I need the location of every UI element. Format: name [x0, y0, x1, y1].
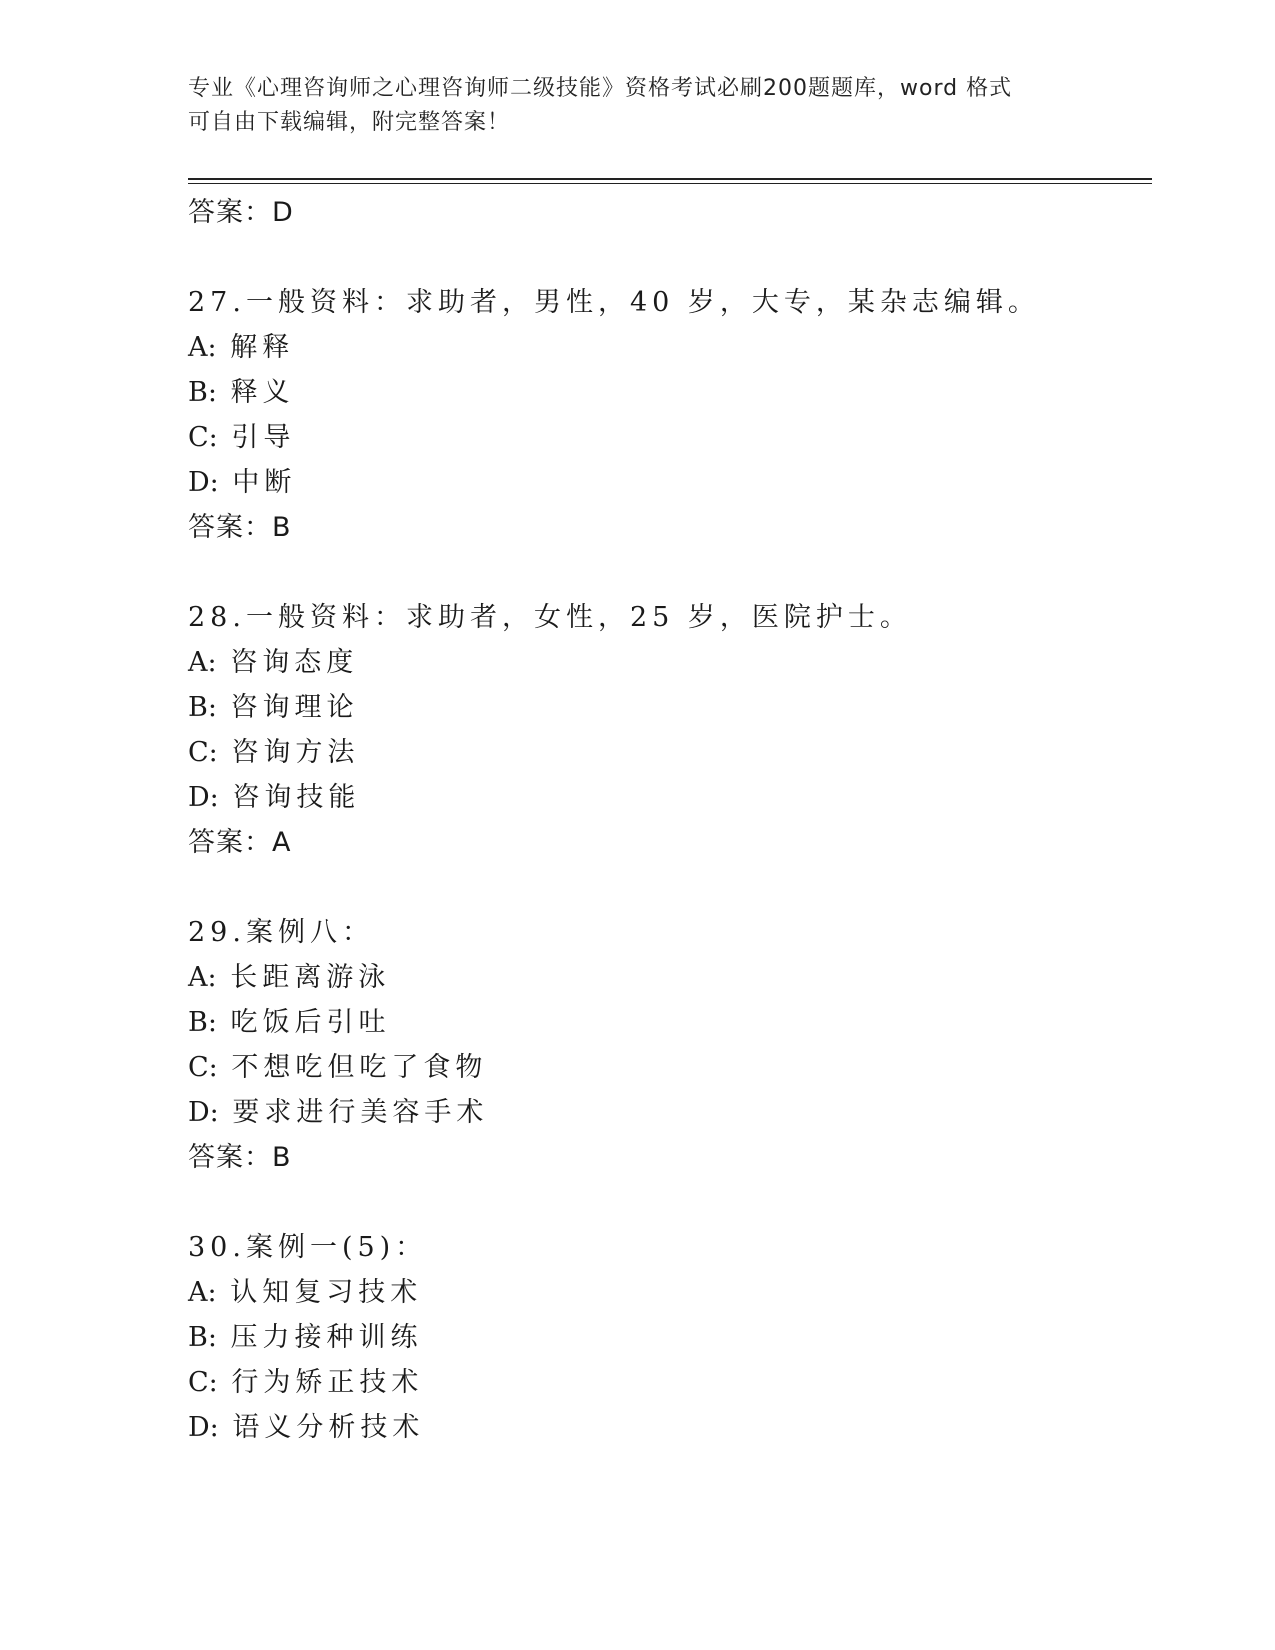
option-letter: D: — [188, 782, 219, 813]
option-letter: D: — [188, 1097, 219, 1128]
option-letter: A: — [188, 962, 217, 993]
question-27 — [188, 280, 1148, 551]
option-letter: C: — [188, 1052, 218, 1083]
option-c — [188, 1360, 1148, 1405]
option-text: 解释 — [230, 332, 295, 363]
option-letter: B: — [188, 377, 217, 408]
option-text: 咨询理论 — [230, 692, 359, 723]
header-divider-thin — [188, 183, 1152, 184]
option-text: 语义分析技术 — [232, 1412, 425, 1443]
option-text: 不想吃但吃了食物 — [231, 1052, 488, 1083]
option-b — [188, 1000, 1148, 1045]
answer-line: 答案：B — [188, 512, 292, 543]
option-d — [188, 1405, 1148, 1450]
option-text: 认知复习技术 — [230, 1277, 423, 1308]
option-letter: B: — [188, 1322, 217, 1353]
option-letter: A: — [188, 647, 217, 678]
previous-answer: 答案：D — [188, 197, 294, 228]
option-text: 中断 — [232, 467, 297, 498]
option-d — [188, 460, 1148, 505]
question-stem: 28.一般资料：求助者，女性，25 岁，医院护士。 — [188, 602, 912, 633]
option-a — [188, 1270, 1148, 1315]
page-header — [188, 72, 1068, 140]
question-stem: 27.一般资料：求助者，男性，40 岁，大专，某杂志编辑。 — [188, 287, 1040, 318]
option-b — [188, 1315, 1148, 1360]
option-letter: C: — [188, 422, 218, 453]
option-letter: D: — [188, 467, 219, 498]
option-text: 咨询方法 — [231, 737, 360, 768]
question-stem: 29.案例八： — [188, 917, 374, 948]
answer-line: 答案：A — [188, 827, 292, 858]
option-text: 要求进行美容手术 — [232, 1097, 489, 1128]
option-text: 咨询技能 — [232, 782, 361, 813]
option-text: 引导 — [231, 422, 296, 453]
option-letter: C: — [188, 1367, 218, 1398]
option-text: 释义 — [230, 377, 295, 408]
option-c — [188, 415, 1148, 460]
header-title-line-2: 可自由下载编辑，附完整答案！ — [188, 110, 511, 135]
option-text: 吃饭后引吐 — [230, 1007, 391, 1038]
answer-line: 答案：B — [188, 1142, 292, 1173]
option-b — [188, 370, 1148, 415]
question-28 — [188, 595, 1148, 866]
option-a — [188, 955, 1148, 1000]
option-letter: B: — [188, 692, 217, 723]
option-letter: D: — [188, 1412, 219, 1443]
option-text: 行为矫正技术 — [231, 1367, 424, 1398]
option-d — [188, 1090, 1148, 1135]
option-text: 咨询态度 — [230, 647, 359, 678]
question-list — [188, 190, 1148, 1450]
header-divider-thick — [188, 178, 1152, 180]
option-text: 长距离游泳 — [230, 962, 391, 993]
question-30 — [188, 1225, 1148, 1450]
option-c — [188, 730, 1148, 775]
option-a — [188, 325, 1148, 370]
option-c — [188, 1045, 1148, 1090]
question-stem: 30.案例一(5)： — [188, 1232, 428, 1263]
option-letter: C: — [188, 737, 218, 768]
option-a — [188, 640, 1148, 685]
header-title-line-1: 专业《心理咨询师之心理咨询师二级技能》资格考试必刷200题题库，word 格式 — [188, 76, 1013, 101]
option-b — [188, 685, 1148, 730]
option-letter: A: — [188, 1277, 217, 1308]
option-text: 压力接种训练 — [230, 1322, 423, 1353]
option-letter: A: — [188, 332, 217, 363]
option-letter: B: — [188, 1007, 217, 1038]
question-29 — [188, 910, 1148, 1181]
option-d — [188, 775, 1148, 820]
